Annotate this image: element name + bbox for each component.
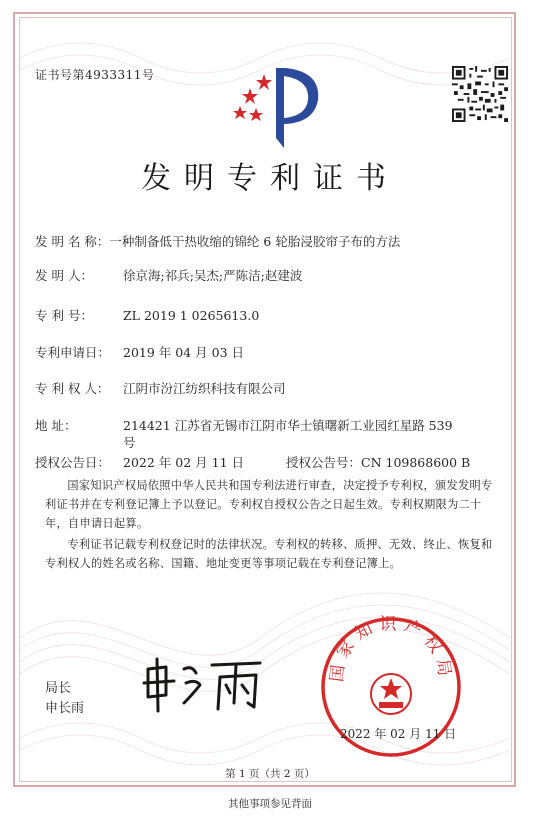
value-grant-number: CN 109868600 B	[361, 455, 471, 470]
label-address: 地 址：	[35, 418, 77, 433]
field-grant-date	[35, 453, 244, 471]
field-patentee	[35, 379, 286, 397]
value-patent-number: ZL 2019 1 0265613.0	[123, 308, 260, 323]
signature-image	[140, 655, 270, 715]
cnipa-logo	[226, 50, 326, 150]
value-patentee: 江阴市汾江纺织科技有限公司	[123, 381, 286, 396]
field-address	[35, 416, 453, 434]
footer-note: 其他事项参见背面	[228, 798, 312, 810]
label-inventors: 发 明 人：	[35, 268, 93, 283]
certificate-number: 证书号第4933311号	[35, 68, 155, 82]
signatory-name: 申长雨	[45, 701, 85, 716]
label-invention-name: 发 明 名 称：	[35, 234, 110, 249]
page-indicator: 第 1 页（共 2 页）	[225, 768, 315, 780]
seal-text: 国家知识产权局	[327, 614, 455, 684]
svg-text:国家知识产权局	[327, 614, 455, 683]
field-filing-date	[35, 343, 244, 361]
statement-paragraph: 专利证书记载专利权登记时的法律状况。专利权的转移、质押、无效、终止、恢复和专利权人的姓名或名称、国籍、地址变更等事项记载在专利登记簿上。	[45, 538, 493, 570]
field-grant-number	[286, 453, 470, 471]
certificate-title: 发明专利证书	[141, 161, 399, 196]
label-patentee: 专 利 权 人：	[35, 381, 110, 396]
value-filing-date: 2019 年 04 月 03 日	[123, 345, 244, 360]
value-grant-date: 2022 年 02 月 11 日	[123, 455, 244, 470]
qr-code	[452, 66, 508, 122]
field-inventors	[35, 266, 302, 284]
seal-date: 2022 年 02 月 11 日	[340, 727, 457, 741]
field-invention-name	[35, 232, 400, 250]
value-address-continued: 号	[123, 435, 136, 450]
label-filing-date: 专利申请日：	[35, 345, 111, 360]
label-grant-date: 授权公告日：	[35, 455, 111, 470]
value-address: 214421 江苏省无锡市江阴市华士镇曙新工业园红星路 539	[123, 418, 453, 433]
statement-paragraph: 国家知识产权局依照中华人民共和国专利法进行审查，决定授予专利权，颁发发明专利证书并在专利登记簿上予以登记。专利权自授权公告之日起生效。专利权期限为二十年，自申请日起算。	[45, 479, 493, 530]
signatory-title: 局长	[45, 681, 72, 696]
field-patent-number	[35, 306, 259, 324]
label-grant-number: 授权公告号：	[286, 455, 362, 470]
value-inventors: 徐京海;祁兵;吴杰;严陈洁;赵建波	[123, 268, 303, 283]
value-invention-name: 一种制备低干热收缩的锦纶 6 轮胎浸胶帘子布的方法	[109, 234, 401, 249]
label-patent-number: 专 利 号：	[35, 308, 93, 323]
